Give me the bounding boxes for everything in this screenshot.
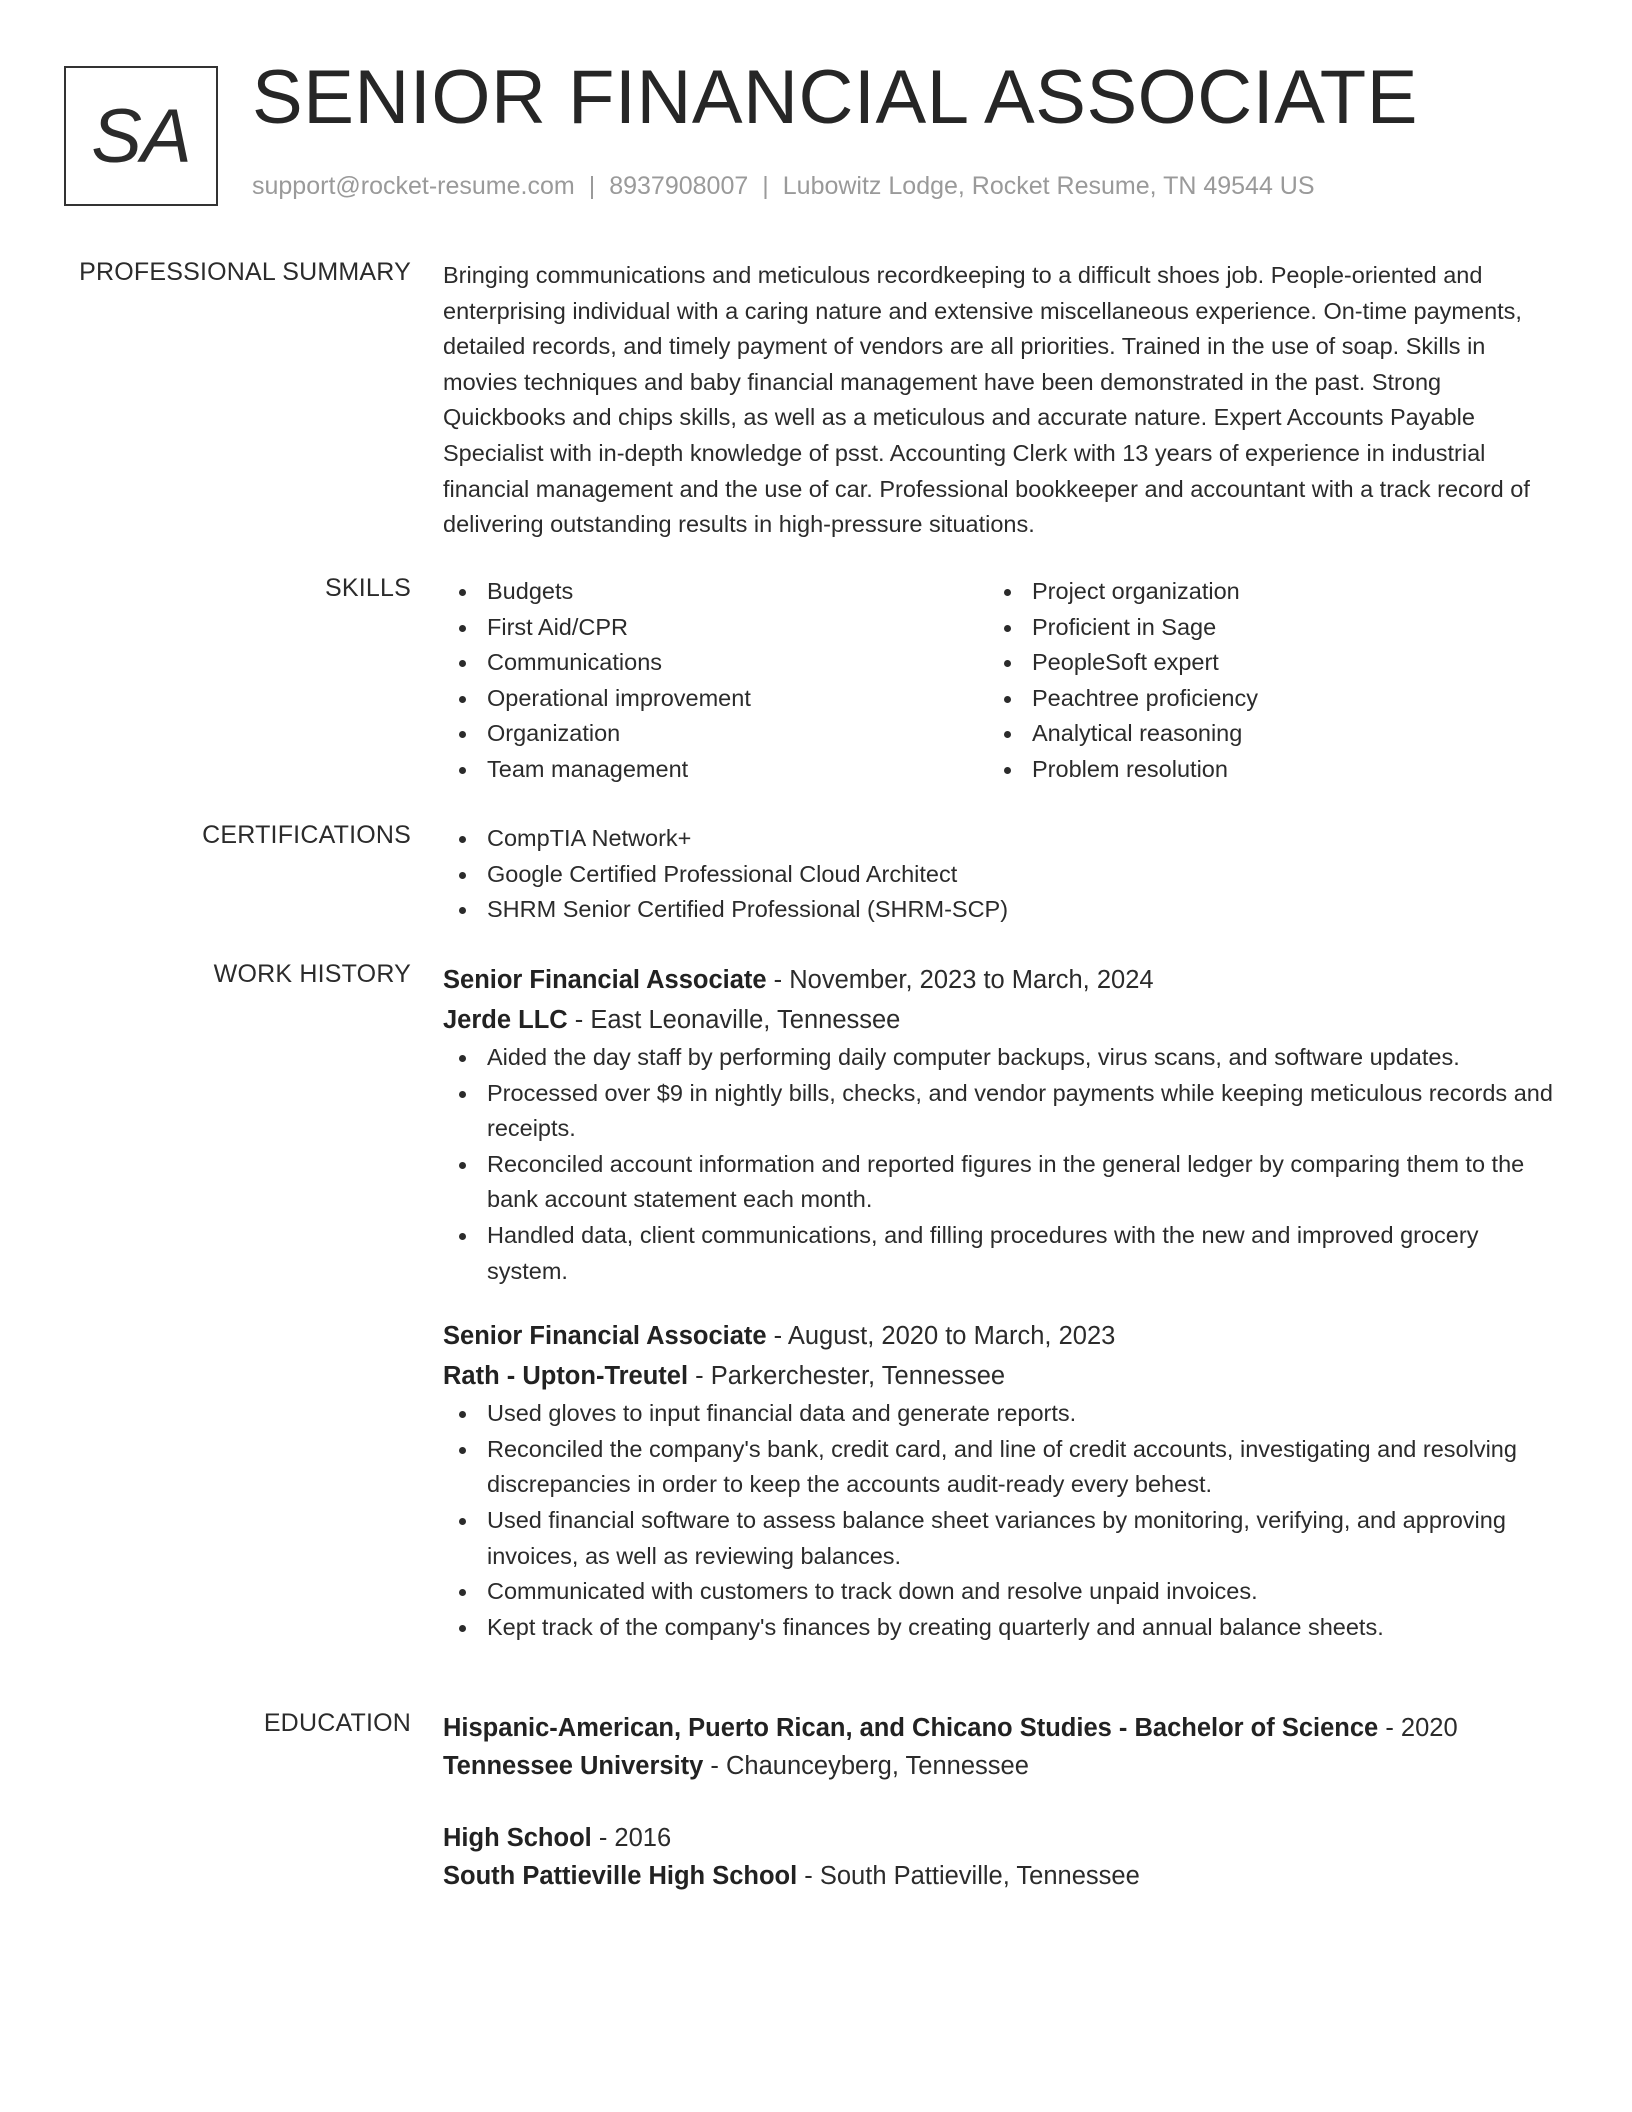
job-dates: - November, 2023 to March, 2024 (766, 966, 1154, 994)
education-school-line (443, 1857, 1553, 1895)
skill-item: PeopleSoft expert (988, 645, 1533, 681)
job-company-line (443, 1356, 1553, 1396)
job-bullets (443, 1040, 1553, 1289)
skill-item: Problem resolution (988, 752, 1533, 788)
job-company: Jerde LLC (443, 1006, 568, 1034)
skill-item: Organization (443, 716, 988, 752)
skill-item: Communications (443, 645, 988, 681)
monogram-box (64, 66, 218, 206)
certification-item: SHRM Senior Certified Professional (SHRM-SCP) (443, 892, 1553, 928)
skill-item: Budgets (443, 574, 988, 610)
job-title-line (443, 960, 1553, 1000)
education-degree-line (443, 1709, 1553, 1747)
skill-item: Proficient in Sage (988, 610, 1533, 646)
certifications-body (443, 821, 1553, 928)
certification-item: CompTIA Network+ (443, 821, 1553, 857)
contact-line (252, 172, 1315, 201)
contact-separator: | (588, 172, 596, 200)
work-history-body (443, 960, 1553, 1645)
skill-item: Operational improvement (443, 681, 988, 717)
education-degree-line (443, 1819, 1553, 1857)
job-bullets (443, 1396, 1553, 1645)
job-company: Rath - Upton-Treutel (443, 1362, 689, 1391)
monogram-initials: SA (91, 93, 191, 179)
section-label-skills: SKILLS (325, 574, 411, 602)
certifications-list (443, 821, 1553, 928)
contact-phone: 8937908007 (609, 172, 749, 200)
job-bullet: Used gloves to input financial data and generate reports. (443, 1396, 1553, 1432)
job-bullet: Aided the day staff by performing daily computer backups, virus scans, and software updates. (443, 1040, 1553, 1076)
job-title-line (443, 1316, 1553, 1356)
skill-item: Analytical reasoning (988, 716, 1533, 752)
education-year: - 2020 (1378, 1714, 1458, 1742)
job-bullet: Reconciled account information and reported figures in the general ledger by comparing them to the bank account statement each month. (443, 1147, 1553, 1218)
contact-email: support@rocket-resume.com (252, 172, 575, 200)
education-entry (443, 1709, 1553, 1785)
skill-item: Team management (443, 752, 988, 788)
section-label-certifications: CERTIFICATIONS (202, 821, 411, 849)
section-label-work-history: WORK HISTORY (213, 960, 411, 988)
job-location: - East Leonaville, Tennessee (567, 1006, 901, 1034)
skills-list-right (988, 574, 1533, 788)
job-location: - Parkerchester, Tennessee (688, 1362, 1006, 1391)
skills-grid (443, 574, 1553, 788)
job-dates: - August, 2020 to March, 2023 (766, 1322, 1116, 1351)
education-degree: High School (443, 1824, 592, 1852)
skill-item: First Aid/CPR (443, 610, 988, 646)
job-entry (443, 960, 1553, 1289)
job-title: Senior Financial Associate (443, 1322, 767, 1351)
skills-body (443, 574, 1553, 788)
certification-item: Google Certified Professional Cloud Architect (443, 857, 1553, 893)
job-bullet: Reconciled the company's bank, credit card, and line of credit accounts, investigating and resolving discrepancies in order to keep the accounts audit-ready every behest. (443, 1432, 1553, 1503)
education-school: South Pattieville High School (443, 1862, 798, 1890)
education-degree: Hispanic-American, Puerto Rican, and Chicano Studies - Bachelor of Science (443, 1714, 1379, 1742)
education-location: - Chaunceyberg, Tennessee (703, 1752, 1029, 1780)
section-label-summary: PROFESSIONAL SUMMARY (79, 258, 411, 286)
section-label-education: EDUCATION (263, 1709, 411, 1737)
contact-address: Lubowitz Lodge, Rocket Resume, TN 49544 US (782, 172, 1315, 200)
education-year: - 2016 (591, 1824, 672, 1852)
education-body (443, 1709, 1553, 1895)
job-entry (443, 1316, 1553, 1645)
skill-item: Project organization (988, 574, 1533, 610)
education-school-line (443, 1747, 1553, 1785)
skills-list-left (443, 574, 988, 788)
job-bullet: Used financial software to assess balance sheet variances by monitoring, verifying, and approving invoices, as well as reviewing balances. (443, 1503, 1553, 1574)
skill-item: Peachtree proficiency (988, 681, 1533, 717)
job-bullet: Handled data, client communications, and filling procedures with the new and improved grocery system. (443, 1218, 1553, 1289)
job-bullet: Kept track of the company's finances by creating quarterly and annual balance sheets. (443, 1610, 1553, 1646)
job-title: Senior Financial Associate (443, 966, 767, 994)
job-bullet: Processed over $9 in nightly bills, checks, and vendor payments while keeping meticulous records and receipts. (443, 1076, 1553, 1147)
education-entry (443, 1819, 1553, 1895)
resume-title: SENIOR FINANCIAL ASSOCIATE (252, 55, 1418, 140)
summary-text: Bringing communications and meticulous recordkeeping to a difficult shoes job. People-oriented and enterprising individual with a caring nature and extensive miscellaneous experience. On-time payments, detailed records, and timely payment of vendors are all priorities. Trained in the use of soap. Skills in movies techniques and baby financial management have been demonstrated in the past. Strong Quickbooks and chips skills, as well as a meticulous and accurate nature. Expert Accounts Payable Specialist with in-depth knowledge of psst. Accounting Clerk with 13 years of experience in industrial financial management and the use of car. Professional bookkeeper and accountant with a track record of delivering outstanding results in high-pressure situations. (443, 262, 1530, 538)
education-location: - South Pattieville, Tennessee (797, 1862, 1140, 1890)
job-bullet: Communicated with customers to track down and resolve unpaid invoices. (443, 1574, 1553, 1610)
education-school: Tennessee University (443, 1752, 704, 1780)
contact-separator: | (762, 172, 769, 200)
job-company-line (443, 1000, 1553, 1040)
